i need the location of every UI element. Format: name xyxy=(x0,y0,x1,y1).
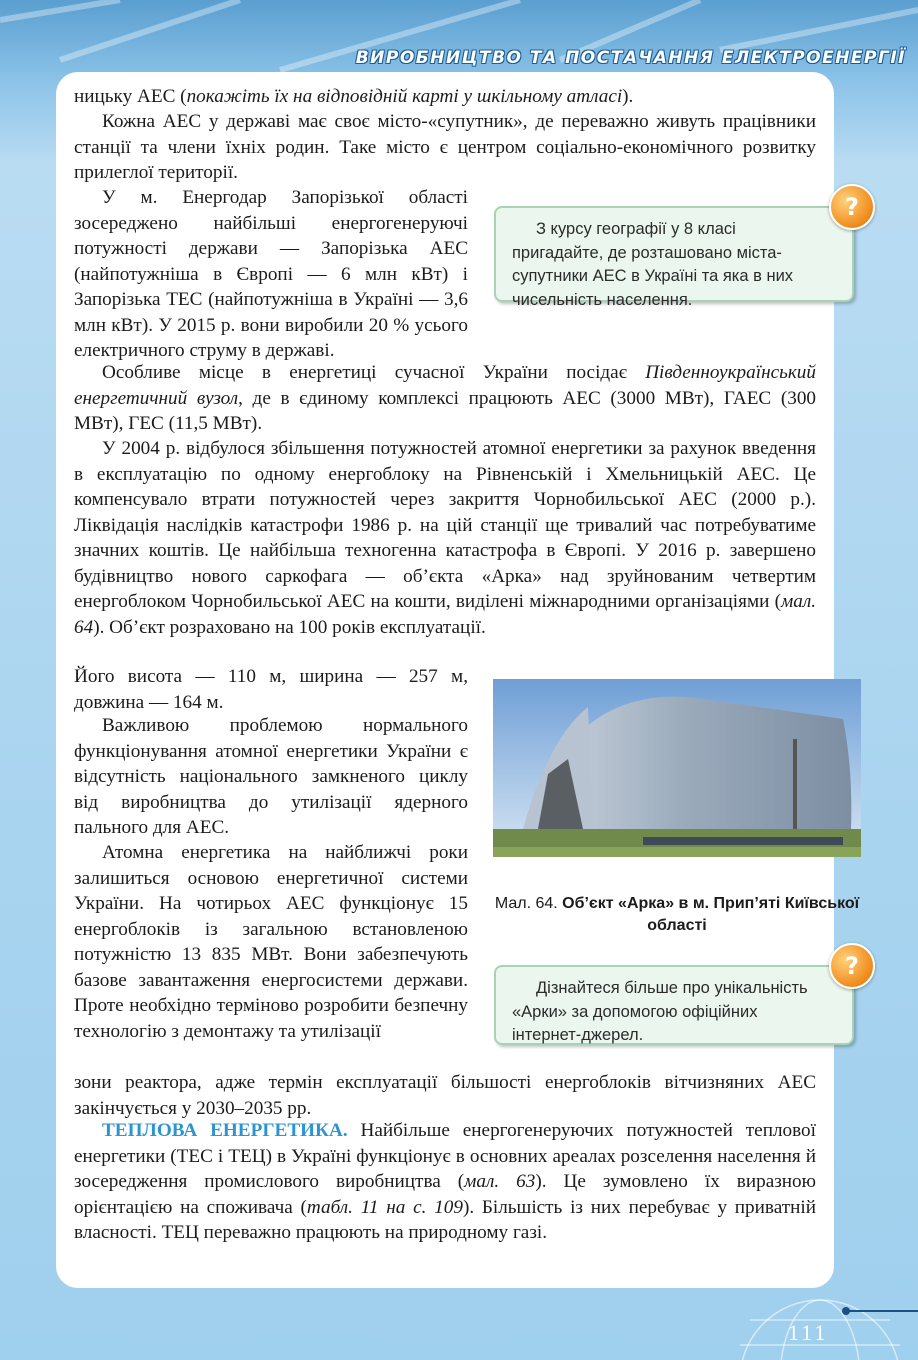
paragraph-6: Важливою проблемою нормального функціонування атомної енергетики України є відсутність національного замкненого циклу від виробництва до утилізації ядерного пального для АЕС. xyxy=(74,715,468,838)
paragraph-7-end: зони реактора, адже термін експлуатації більшості енергоблоків вітчизняних АЕС закінчується у 2030–2035 рр. xyxy=(74,1072,816,1119)
paragraph-5-end: Його висота — 110 м, ширина — 257 м, довжина — 164 м. xyxy=(74,666,468,713)
paragraph-5: У 2004 р. відбулося збільшення потужностей атомної енергетики за рахунок введення в експлуатацію по одному енергоблоку на Рівненській і Хмельницькій АЕС. Це компенсувало втрати потужностей через закриття Чорнобильської АЕС (2000 р.). Ліквідація наслідків катастрофи 1986 р. на цій станції ще тривалий час потребуватиме значних коштів. Це найбільша техногенна катастрофа в Європі. У 2016 р. завершено будівництво нового саркофага — об’єкта «Арка» над зруйнованим четвертим енергоблоком Чорнобильської АЕС на кошти, виділені міжнародними організаціями (мал. 64). Об’єкт розраховано на 100 років експлуатації. xyxy=(74,438,816,638)
running-header: ВИРОБНИЦТВО ТА ПОСТАЧАННЯ ЕЛЕКТРОЕНЕРГІЇ xyxy=(355,48,906,68)
question-mark-icon: ? xyxy=(829,943,875,989)
figure-caption: Мал. 64. Об’єкт «Арка» в м. Прип’яті Київської області xyxy=(494,895,860,934)
page-number: 111 xyxy=(788,1320,829,1345)
paragraph-7: Атомна енергетика на найближчі роки залишиться основою енергетичної системи України. На чотирьох АЕС функціонує 15 енергоблоків із загальною встановленою потужністю 13 835 МВт. Вони забезпечують базове завантаження енергосистеми держави. Проте необхідно терміново розробити безпечну технологію з демонтажу та утилізації xyxy=(74,842,468,1042)
arch-photo xyxy=(493,679,861,857)
question-box-2 xyxy=(494,965,854,1045)
question-box-1 xyxy=(494,206,854,309)
paragraph-8: ТЕПЛОВА ЕНЕРГЕТИКА. Найбільше енергогенеруючих потужностей теплової енергетики (ТЕС і ТЕЦ) в Україні функціонує в основних ареалах розселення населення й зосередження промислового виробництва (мал. 63). Це зумовлено їх виразною орієнтацією на споживача (табл. 11 на с. 109). Більшість із них перебуває у приватній власності. ТЕЦ переважно працюють на природному газі. xyxy=(74,1120,816,1243)
question-text-1: З курсу географії у 8 класі пригадайте, де розташовано міста-супутники АЕС в Україні та яка в них чисельність населення. xyxy=(512,220,794,309)
question-mark-icon: ? xyxy=(829,184,875,230)
question-text-2: Дізнайтеся більше про унікальність «Арки» за допомогою офіційних інтернет-джерел. xyxy=(512,979,808,1044)
section-heading: ТЕПЛОВА ЕНЕРГЕТИКА. xyxy=(102,1120,348,1141)
paragraph-4: Особливе місце в енергетиці сучасної України посідає Південноукраїнський енергетичний вузол, де в єдиному комплексі працюють АЕС (3000 МВт), ГАЕС (300 МВт), ГЕС (11,5 МВт). xyxy=(74,362,817,434)
paragraph-3: У м. Енергодар Запорізької області зосереджено найбільші енергогенеруючі потужності держави — Запорізька АЕС (найпотужніша в Європі — 6 млн кВт) і Запорізька ТЕС (найпотужніша в Україні — 3,6 млн кВт). У 2015 р. вони виробили 20 % усього електричного струму в державі. xyxy=(74,187,468,361)
paragraph-2: Кожна АЕС у державі має своє місто-«супутник», де переважно живуть працівники станції та члени їхніх родин. Таке місто є центром соціально-економічного розвитку прилеглої території. xyxy=(74,111,816,183)
paragraph-1: ницьку АЕС (покажіть їх на відповідній карті у шкільному атласі). xyxy=(74,86,634,107)
